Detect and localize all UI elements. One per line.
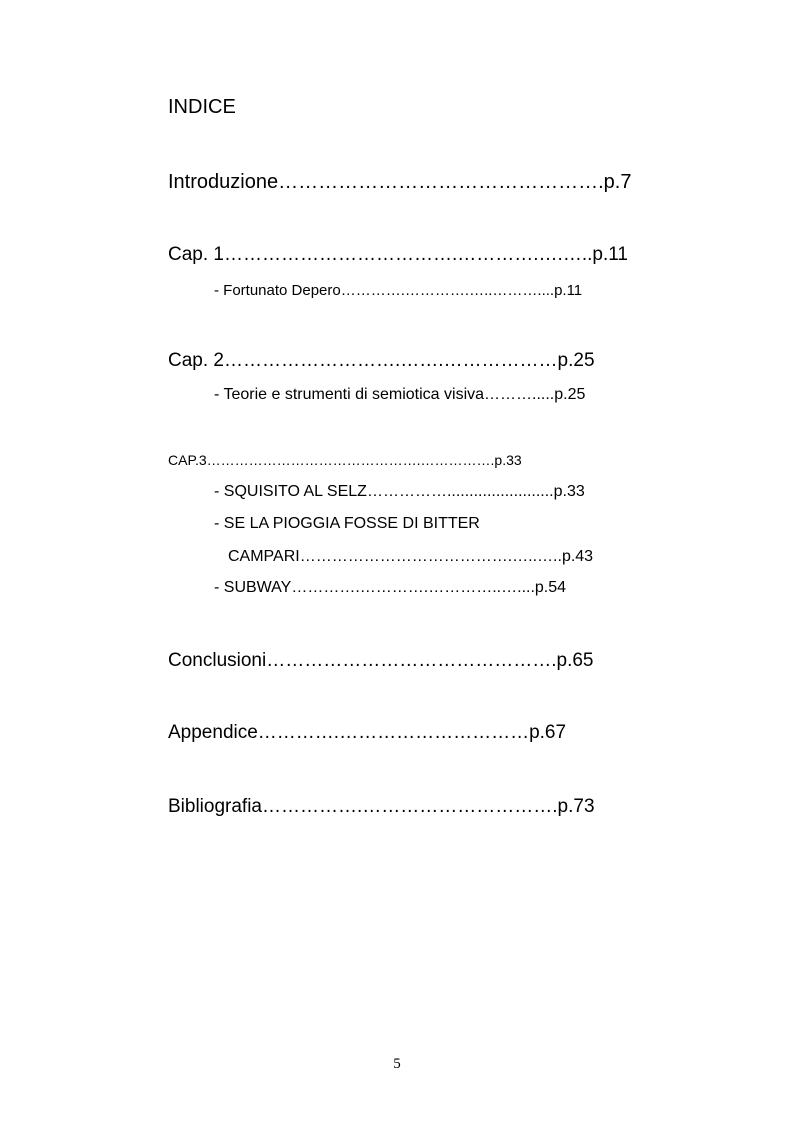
- toc-entry-introduzione: Introduzione………………………………………….p.7: [168, 171, 632, 193]
- toc-entry-bibliografia: Bibliografia…………….………………………….p.73: [168, 796, 595, 817]
- toc-entry-cap-1: Cap. 1……………………………….………….….…..p.11: [168, 244, 628, 265]
- toc-subentry-teorie-semiotica: - Teorie e strumenti di semiotica visiva……….....p.25: [214, 386, 586, 403]
- toc-entry-cap-2: Cap. 2……………………….…….………………p.25: [168, 350, 595, 371]
- toc-subentry-squisito-al-selz: - SQUISITO AL SELZ……………........................p.33: [214, 483, 585, 500]
- toc-entry-appendice: Appendice………….…………………………p.67: [168, 722, 567, 743]
- page-number: 5: [393, 1056, 401, 1072]
- toc-subentry-fortunato-depero: - Fortunato Depero………….………….…..………....p.11: [214, 282, 583, 299]
- toc-entry-conclusioni: Conclusioni……………………………………….p.65: [168, 650, 594, 671]
- page-title: INDICE: [168, 96, 236, 118]
- toc-entry-cap-3: CAP.3……………………………………….…………….p.33: [168, 452, 522, 468]
- toc-subentry-pioggia-bitter: - SE LA PIOGGIA FOSSE DI BITTER: [214, 515, 480, 532]
- toc-subentry-subway: - SUBWAY………….………….…………..…....p.54: [214, 579, 567, 596]
- toc-subentry-campari: CAMPARI………………………………….…..…..p.43: [228, 548, 594, 565]
